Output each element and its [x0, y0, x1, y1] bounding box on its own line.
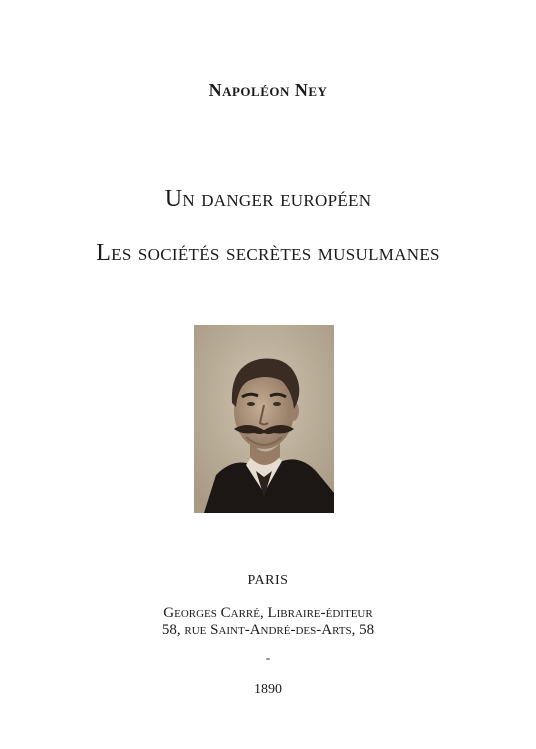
publication-place: PARIS — [247, 573, 289, 588]
separator-dash: - — [265, 650, 271, 665]
publisher-name: Georges Carré, Libraire-éditeur — [163, 605, 373, 621]
title-line-1: Un danger européen — [164, 186, 372, 212]
title-line-2: Les sociétés secrètes musulmanes — [96, 240, 440, 266]
author-name: Napoléon Ney — [208, 80, 328, 100]
publisher-address: 58, rue Saint-André-des-Arts, 58 — [161, 622, 375, 638]
publication-year: 1890 — [254, 682, 282, 697]
portrait-photo-icon — [194, 325, 334, 513]
author-portrait — [194, 325, 334, 513]
